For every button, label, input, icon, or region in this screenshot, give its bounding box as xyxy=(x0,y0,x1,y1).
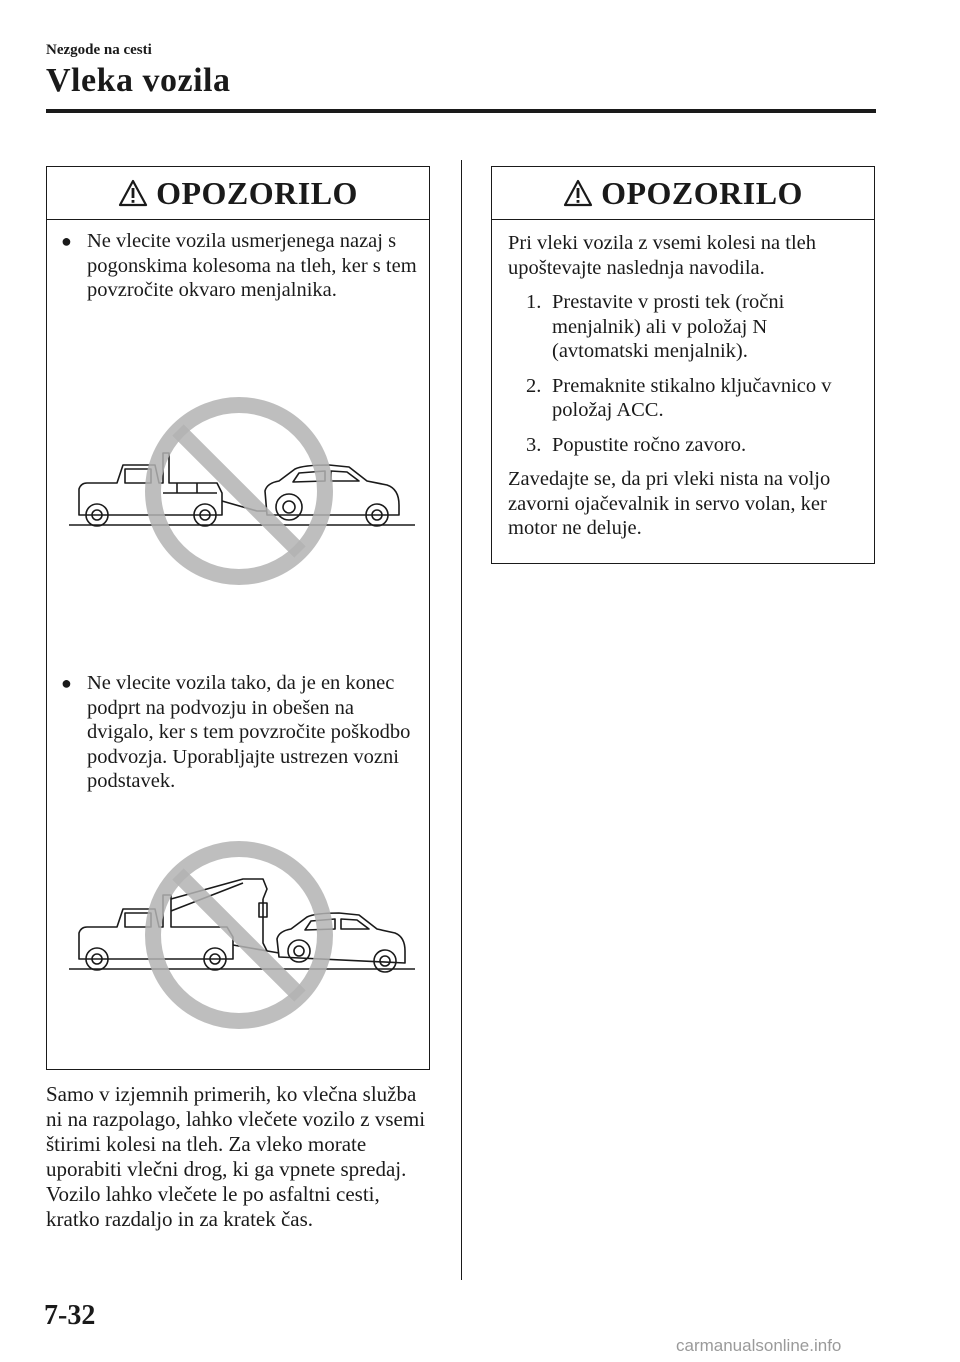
step-number: 2. xyxy=(526,374,542,397)
body-text xyxy=(46,1082,436,1232)
warning-intro: Pri vleki vozila z vsemi kolesi na tleh upoštevajte naslednja navodila. xyxy=(508,232,817,279)
section-label: Nezgode na cesti xyxy=(46,42,152,58)
step-text: Prestavite v prosti tek (ročni menjalnik) ali v položaj N (avtomatski menjalnik). xyxy=(552,291,785,362)
warning-bullet-1 xyxy=(61,229,417,303)
page-title: Vleka vozila xyxy=(46,62,231,99)
title-rule xyxy=(46,109,876,113)
step-number: 3. xyxy=(526,433,542,456)
step-number: 1. xyxy=(526,291,542,313)
warning-triangle-icon xyxy=(563,179,593,207)
towing-illustration-1 xyxy=(67,393,417,589)
warning-triangle-icon xyxy=(118,179,148,207)
watermark: carmanualsonline.info xyxy=(676,1336,842,1355)
warning-title: OPOZORILO xyxy=(156,174,358,211)
prohibition-sign-icon xyxy=(153,849,325,1021)
step-text: Premaknite stikalno ključavnico v položaj ACC. xyxy=(552,374,832,421)
step-item xyxy=(508,374,868,423)
step-text: Popustite ročno zavoro. xyxy=(552,433,747,456)
warning-bullet-text: Ne vlecite vozila tako, da je en konec podprt na podvozju in obešen na dvigalo, ker s tem povzročite poškodbo podvozja. Uporabljajte ustrezen vozni podstavek. xyxy=(87,672,411,792)
bullet-icon: ● xyxy=(61,231,72,251)
warning-box-left xyxy=(46,166,430,1070)
page-number: 7-32 xyxy=(44,1300,96,1331)
warning-title: OPOZORILO xyxy=(601,174,803,211)
towing-illustration-2 xyxy=(67,839,417,1035)
warning-box-right xyxy=(491,166,875,564)
warning-content xyxy=(508,231,868,541)
body-paragraph: Vozilo lahko vlečete le po asfaltni cesti, kratko razdaljo in za kratek čas. xyxy=(46,1182,380,1231)
body-paragraph: Samo v izjemnih primerih, ko vlečna služba ni na razpolago, lahko vlečete vozilo z vsemi štirimi kolesi na tleh. Za vleko morate uporabiti vlečni drog, ki ga vpnete spredaj. xyxy=(46,1082,426,1181)
step-item xyxy=(508,290,868,364)
warning-note: Zavedajte se, da pri vleki nista na voljo zavorni ojačevalnik in servo volan, ker motor ne deluje. xyxy=(508,468,831,539)
column-divider xyxy=(461,160,462,1280)
warning-bullet-2 xyxy=(61,671,417,794)
step-item xyxy=(508,433,868,458)
prohibition-sign-icon xyxy=(153,405,325,577)
warning-header xyxy=(47,167,429,220)
bullet-icon: ● xyxy=(61,673,72,693)
warning-bullet-text: Ne vlecite vozila usmerjenega nazaj s pogonskima kolesoma na tleh, ker s tem povzročite okvaro menjalnika. xyxy=(87,230,417,301)
warning-header xyxy=(492,167,874,220)
